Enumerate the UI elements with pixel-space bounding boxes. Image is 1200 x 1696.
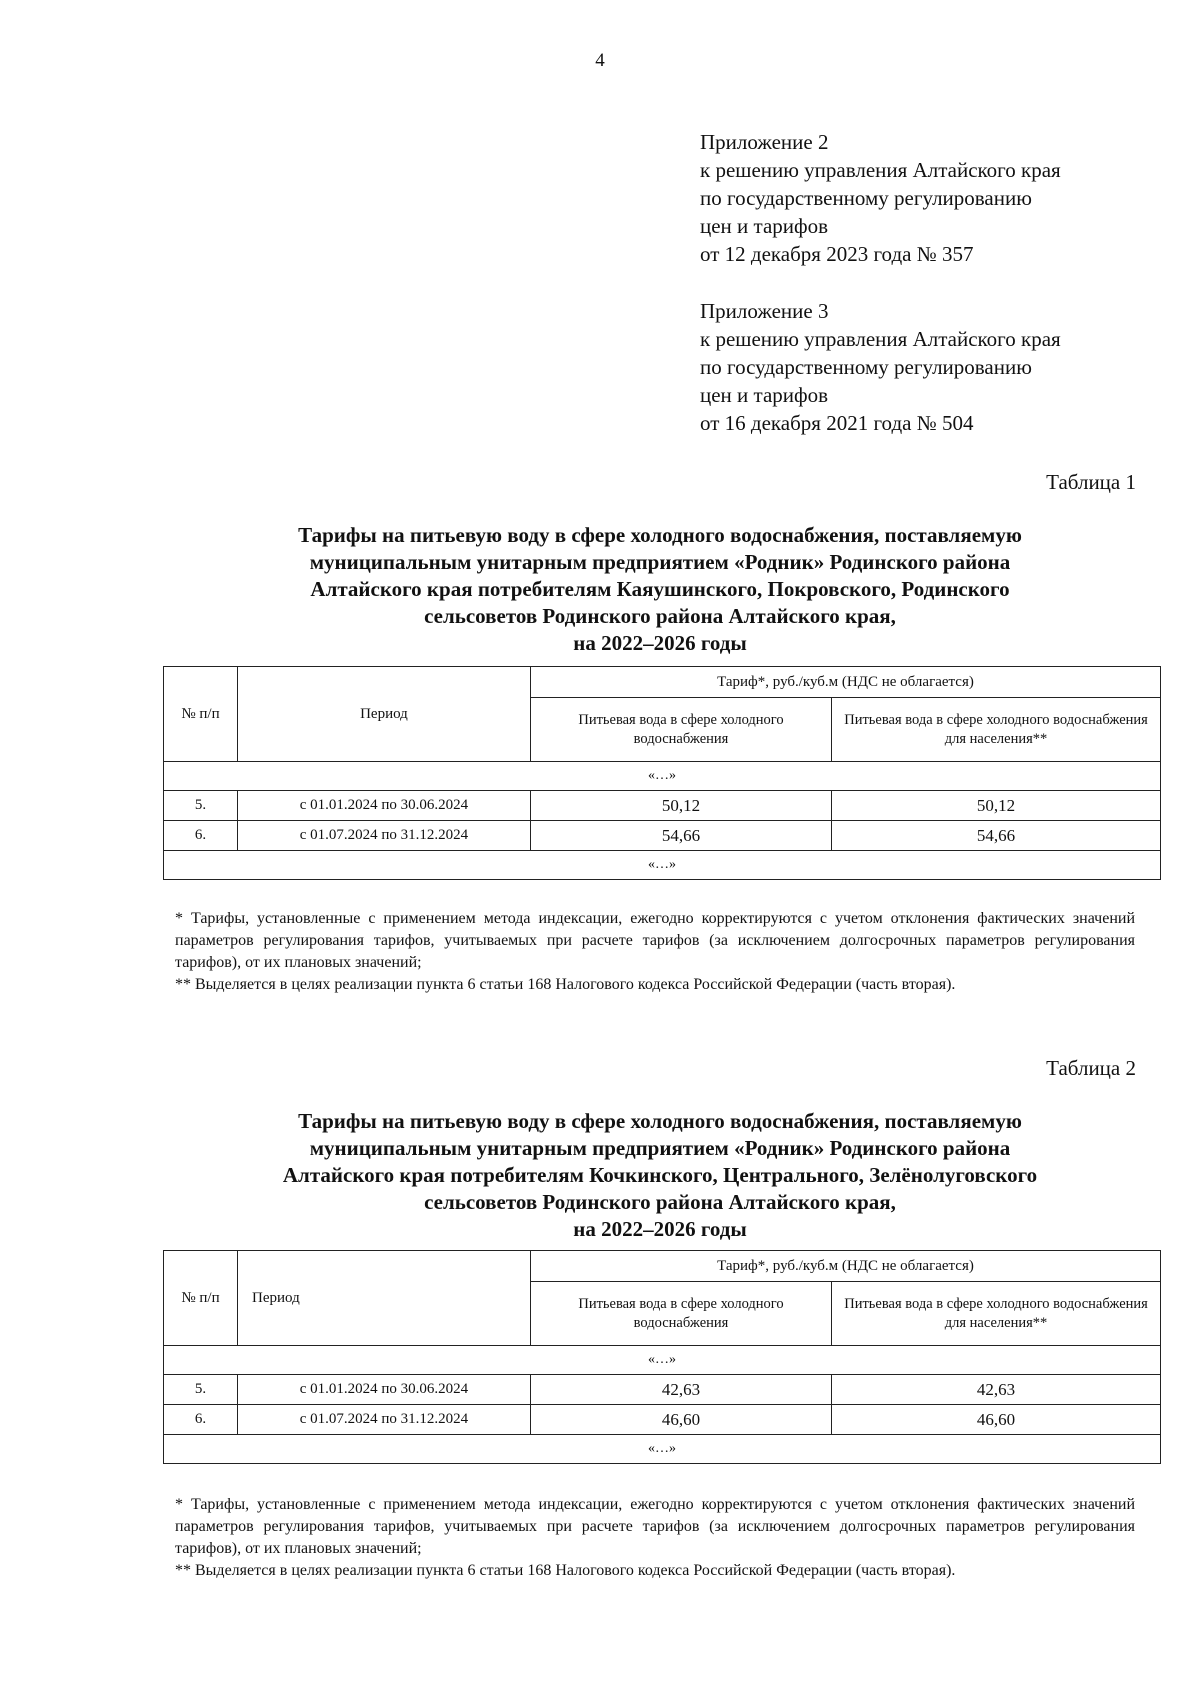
row-value-population: 46,60 [832, 1405, 1161, 1435]
header-tariff: Тариф*, руб./куб.м (НДС не облагается) [530, 667, 1160, 698]
row-period: с 01.07.2024 по 31.12.2024 [238, 1405, 531, 1435]
table-2-title [160, 1108, 1160, 1243]
title-line: Тарифы на питьевую воду в сфере холодного водоснабжения, поставляемую [298, 1109, 1022, 1133]
appendix-3-reference [700, 297, 1160, 437]
row-value-population: 50,12 [832, 791, 1161, 821]
header-num: № п/п [164, 667, 238, 762]
table-row [164, 791, 1161, 821]
appendix-line: цен и тарифов [700, 214, 829, 238]
row-num: 5. [164, 1375, 238, 1405]
header-tariff: Тариф*, руб./куб.м (НДС не облагается) [530, 1251, 1160, 1282]
footnote: * Тарифы, установленные с применением метода индексации, ежегодно корректируются с учетом отклонения фактических значений параметров регулирования тарифов, учитываемых при расчете тарифов (за исключением долгосрочных параметров регулирования тарифов), от их плановых значений; [175, 910, 1135, 971]
title-line: на 2022–2026 годы [573, 631, 747, 655]
tariff-table-1 [163, 666, 1161, 880]
ellipsis-row: «…» [164, 762, 1161, 791]
ellipsis-row: «…» [164, 1346, 1161, 1375]
title-line: муниципальным унитарным предприятием «Родник» Родинского района [309, 550, 1011, 574]
page-number: 4 [595, 50, 605, 71]
table-row [164, 1405, 1161, 1435]
header-col-population: Питьевая вода в сфере холодного водоснабжения для населения** [832, 698, 1161, 762]
table-2-footnotes [175, 1494, 1135, 1582]
appendix-line: от 16 декабря 2021 года № 504 [700, 411, 974, 435]
row-period: с 01.07.2024 по 31.12.2024 [238, 821, 531, 851]
appendix-line: к решению управления Алтайского края [700, 158, 1061, 182]
table-row [164, 821, 1161, 851]
table-2-label: Таблица 2 [1046, 1056, 1136, 1080]
header-period: Период [238, 1251, 531, 1346]
title-line: сельсоветов Родинского района Алтайского края, [424, 604, 896, 628]
row-value-population: 54,66 [832, 821, 1161, 851]
table-1-title [160, 522, 1160, 657]
appendix-line: по государственному регулированию [700, 186, 1032, 210]
appendix-2-reference [700, 128, 1160, 268]
title-line: Тарифы на питьевую воду в сфере холодного водоснабжения, поставляемую [298, 523, 1022, 547]
table-1-footnotes [175, 908, 1135, 996]
title-line: Алтайского края потребителям Кочкинского, Центрального, Зелёнолуговского [282, 1163, 1038, 1187]
appendix-line: от 12 декабря 2023 года № 357 [700, 242, 974, 266]
row-period: с 01.01.2024 по 30.06.2024 [238, 1375, 531, 1405]
title-line: Алтайского края потребителям Каяушинского, Покровского, Родинского [310, 577, 1010, 601]
title-line: на 2022–2026 годы [573, 1217, 747, 1241]
appendix-line: к решению управления Алтайского края [700, 327, 1061, 351]
footnote: ** Выделяется в целях реализации пункта 6 статьи 168 Налогового кодекса Российской Федерации (часть вторая). [175, 976, 956, 993]
title-line: сельсоветов Родинского района Алтайского края, [424, 1190, 896, 1214]
header-col-cold-water: Питьевая вода в сфере холодного водоснабжения [530, 698, 831, 762]
appendix-line: Приложение 2 [700, 130, 829, 154]
ellipsis-row: «…» [164, 1435, 1161, 1464]
row-value-population: 42,63 [832, 1375, 1161, 1405]
footnote: * Тарифы, установленные с применением метода индексации, ежегодно корректируются с учетом отклонения фактических значений параметров регулирования тарифов, учитываемых при расчете тарифов (за исключением долгосрочных параметров регулирования тарифов), от их плановых значений; [175, 1496, 1135, 1557]
row-num: 6. [164, 821, 238, 851]
footnote: ** Выделяется в целях реализации пункта 6 статьи 168 Налогового кодекса Российской Федерации (часть вторая). [175, 1562, 956, 1579]
ellipsis-row: «…» [164, 851, 1161, 880]
row-period: с 01.01.2024 по 30.06.2024 [238, 791, 531, 821]
header-period: Период [238, 667, 531, 762]
header-col-population: Питьевая вода в сфере холодного водоснабжения для населения** [832, 1282, 1161, 1346]
header-num: № п/п [164, 1251, 238, 1346]
row-num: 5. [164, 791, 238, 821]
row-value-cold-water: 46,60 [530, 1405, 831, 1435]
table-row [164, 1375, 1161, 1405]
row-num: 6. [164, 1405, 238, 1435]
title-line: муниципальным унитарным предприятием «Родник» Родинского района [309, 1136, 1011, 1160]
header-col-cold-water: Питьевая вода в сфере холодного водоснабжения [530, 1282, 831, 1346]
tariff-table-2 [163, 1250, 1161, 1464]
appendix-line: цен и тарифов [700, 383, 829, 407]
row-value-cold-water: 50,12 [530, 791, 831, 821]
table-1-label: Таблица 1 [1046, 470, 1136, 494]
row-value-cold-water: 42,63 [530, 1375, 831, 1405]
appendix-line: Приложение 3 [700, 299, 829, 323]
row-value-cold-water: 54,66 [530, 821, 831, 851]
appendix-line: по государственному регулированию [700, 355, 1032, 379]
